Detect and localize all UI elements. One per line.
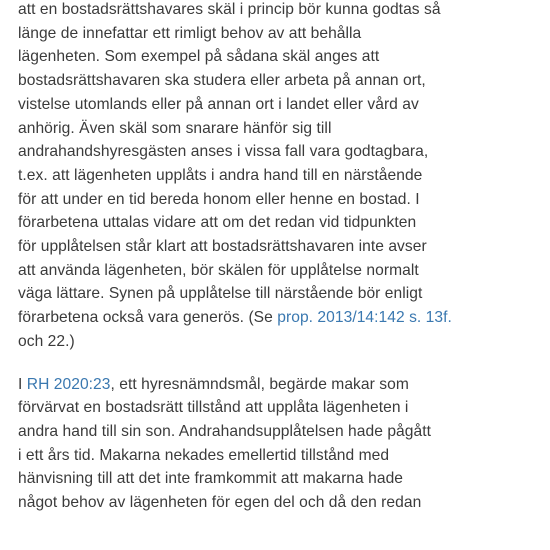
text-line: hänvisning till att det inte framkommit att makarna hade xyxy=(18,470,404,488)
text-line: andrahandshyresgästen anses i vissa fall vara godtagbara, xyxy=(18,143,429,161)
text-line xyxy=(18,373,540,397)
text-line: bostadsrättshavaren ska studera eller arbeta på annan ort, xyxy=(18,72,426,90)
text-segment: förarbetena också vara generös. (Se xyxy=(18,309,278,327)
text-line: väga lättare. Synen på upplåtelse till närstående bör enligt xyxy=(18,285,423,303)
text-line: andra hand till sin son. Andrahandsupplåtelsen hade pågått xyxy=(18,422,431,440)
text-line: förvärvat en bostadsrätt tillstånd att upplåta lägenheten i xyxy=(18,399,409,417)
text-line: länge de innefattar ett rimligt behov av att behålla xyxy=(18,24,362,42)
prop-reference-link[interactable]: prop. 2013/14:142 s. 13f. xyxy=(277,309,452,327)
text-line: förarbetena uttalas vidare att om det redan vid tidpunkten xyxy=(18,214,417,232)
text-line: något behov av lägenheten för egen del och då den redan xyxy=(18,494,422,512)
text-line: t.ex. att lägenheten upplåts i andra hand till en närstående xyxy=(18,166,423,184)
text-line: för upplåtelsen står klart att bostadsrättshavaren inte avser xyxy=(18,238,427,256)
text-line: i ett års tid. Makarna nekades emellertid tillstånd med xyxy=(18,446,390,464)
text-line: och 22.) xyxy=(18,332,75,350)
text-line: vistelse utomlands eller på annan ort i landet eller vård av xyxy=(18,95,419,113)
case-reference-link[interactable]: RH 2020:23 xyxy=(26,375,111,393)
text-line: för att under en tid bereda honom eller henne en bostad. I xyxy=(18,190,420,208)
text-segment: , ett hyresnämndsmål, begärde makar som xyxy=(110,375,409,393)
paragraph xyxy=(18,373,540,515)
paragraph xyxy=(18,0,540,354)
text-line: lägenheten. Som exempel på sådana skäl anges att xyxy=(18,48,380,66)
text-line: att en bostadsrättshavares skäl i princip bör kunna godtas så xyxy=(18,1,441,18)
article-body xyxy=(18,0,540,534)
text-line: att använda lägenheten, bör skälen för upplåtelse normalt xyxy=(18,261,419,279)
text-line xyxy=(18,306,540,330)
text-segment: I xyxy=(18,375,27,393)
text-line: anhörig. Även skäl som snarare hänför sig till xyxy=(18,119,332,137)
